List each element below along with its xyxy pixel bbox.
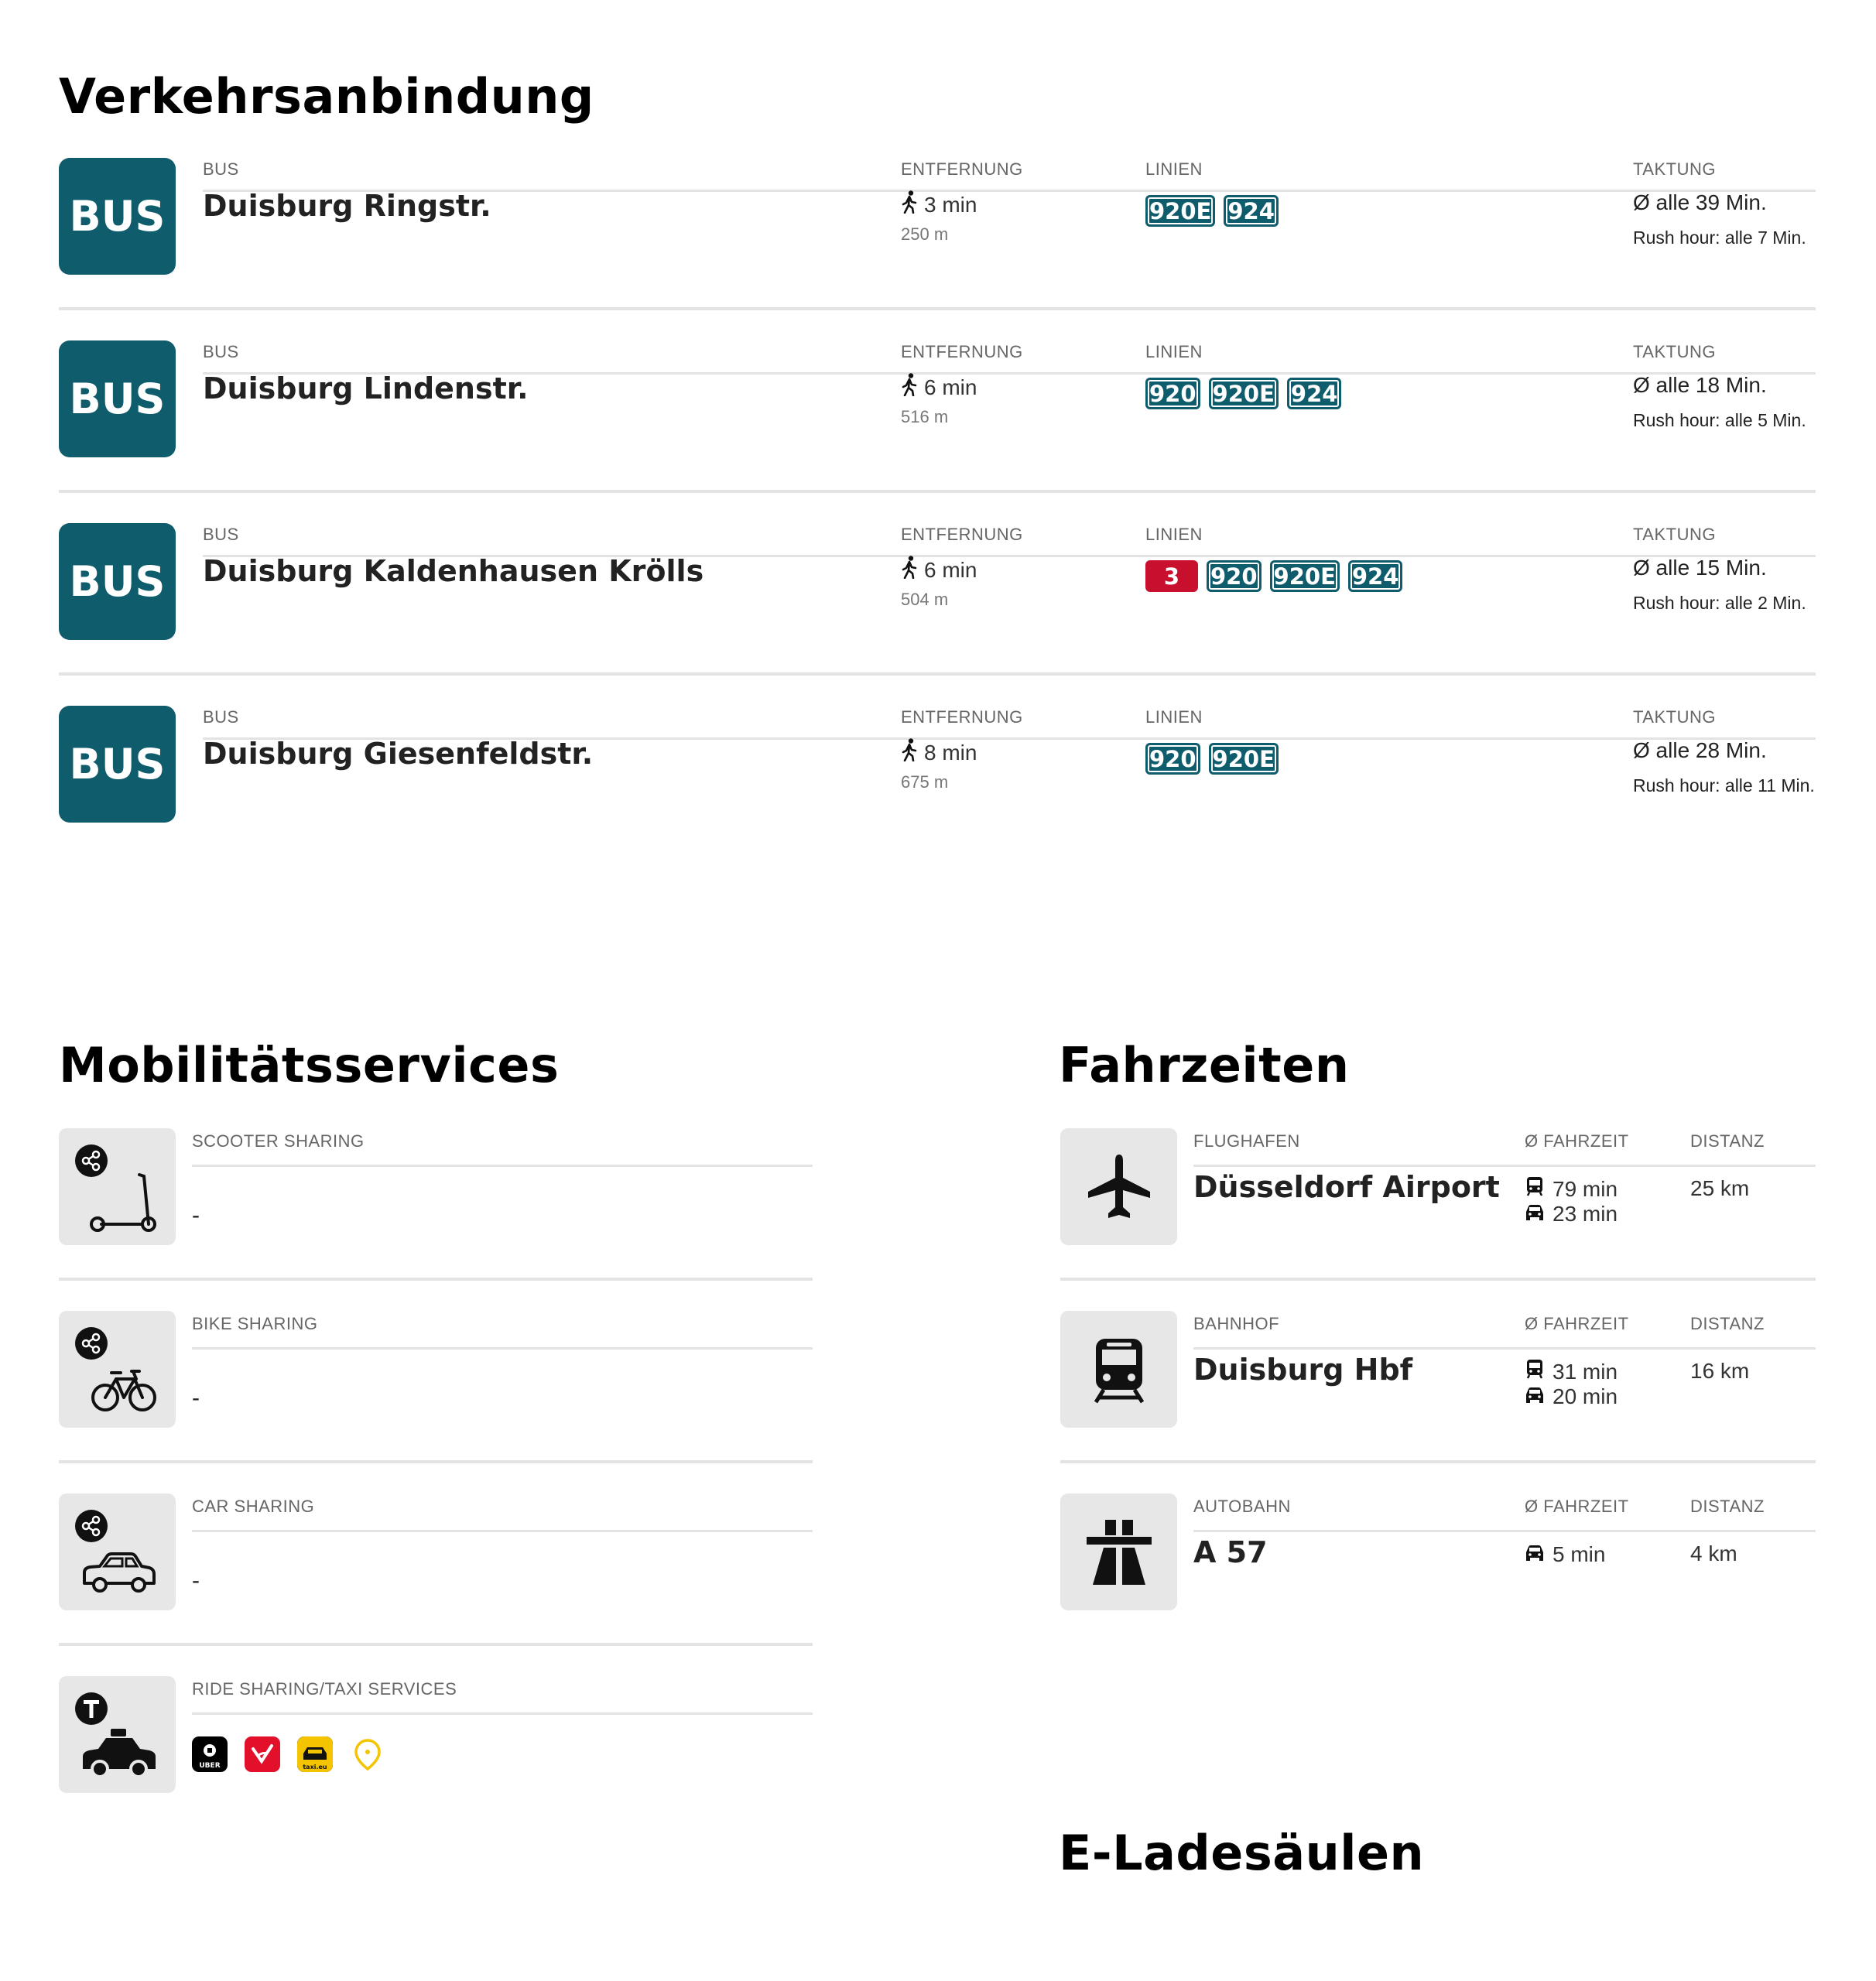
taxi-eu-app-icon[interactable] [297,1736,333,1772]
mobility-icon-box [59,1493,176,1610]
line-badge[interactable]: 924 [1287,378,1342,409]
rush-hour-frequency: Rush hour: alle 5 Min. [1633,410,1806,430]
lines-header: LINIEN [1145,159,1203,179]
charging-section-title: E-Ladesäulen [1059,1825,1425,1881]
transit-time [1525,1359,1618,1384]
car-time [1525,1201,1618,1227]
line-badge[interactable]: 920E [1145,195,1215,227]
stop-name: Duisburg Ringstr. [203,189,491,223]
transit-header [203,340,1816,375]
distance-header: ENTFERNUNG [901,525,1023,544]
bus-icon [1525,1359,1545,1384]
line-badge[interactable]: 924 [1224,195,1279,227]
mobility-icon-box [59,1128,176,1245]
distance-header: ENTFERNUNG [901,707,1023,727]
travel-row[interactable] [1060,1128,1816,1311]
row-divider [1060,1278,1816,1281]
walking-icon [901,556,918,584]
mobility-icon-box [59,1311,176,1428]
transit-row[interactable] [59,523,1816,706]
mobility-value: - [192,1385,200,1411]
walking-icon [901,190,918,219]
rush-hour-frequency: Rush hour: alle 11 Min. [1633,775,1815,795]
svg-text:UBER: UBER [199,1762,221,1770]
line-badge[interactable]: 920E [1209,378,1279,409]
car-time [1525,1541,1605,1567]
mobility-label: RIDE SHARING/TAXI SERVICES [192,1679,457,1699]
mobility-value: - [192,1203,200,1228]
travel-header [1193,1493,1816,1532]
car-time [1525,1384,1618,1409]
line-badge[interactable]: 3 [1145,560,1198,592]
highway-icon [1060,1493,1177,1610]
bus-icon: BUS [59,523,176,640]
transit-time-value: 31 min [1552,1359,1618,1384]
transit-type-label: BUS [203,342,239,361]
row-divider [59,1278,813,1281]
destination-distance: 16 km [1690,1359,1750,1383]
line-badges [1145,195,1279,227]
travel-time-header: Ø FAHRZEIT [1525,1131,1629,1151]
mobility-label: BIKE SHARING [192,1314,318,1333]
distance-header: ENTFERNUNG [901,342,1023,361]
line-badge[interactable]: 920E [1209,743,1279,775]
transit-time [1525,1176,1618,1202]
mobility-row [59,1676,813,1859]
rush-hour-frequency: Rush hour: alle 7 Min. [1633,228,1806,248]
car-icon [76,1532,161,1602]
average-frequency: Ø alle 39 Min. [1633,190,1767,214]
mobility-row [59,1311,813,1493]
row-divider [59,672,1816,676]
destination-distance: 25 km [1690,1176,1750,1200]
walking-icon [901,738,918,767]
mobility-label: SCOOTER SHARING [192,1131,365,1151]
walking-distance: 504 m [901,590,949,609]
walking-time [901,373,977,402]
travel-section-title: Fahrzeiten [1059,1037,1350,1093]
stop-name: Duisburg Giesenfeldstr. [203,737,594,771]
transit-row[interactable] [59,706,1816,888]
walking-time-value: 6 min [924,557,977,582]
transit-header [203,158,1816,192]
row-divider [59,490,1816,493]
frequency-header: TAKTUNG [1633,525,1716,544]
row-divider [59,1643,813,1646]
transit-header [203,523,1816,557]
row-divider [59,307,1816,310]
walking-distance: 516 m [901,407,949,426]
average-frequency: Ø alle 15 Min. [1633,556,1767,580]
car-time-value: 20 min [1552,1384,1618,1408]
line-badge[interactable]: 920 [1145,378,1200,409]
transit-time-value: 79 min [1552,1176,1618,1201]
transit-list [59,158,1816,888]
transit-row[interactable] [59,340,1816,523]
travel-row[interactable] [1060,1311,1816,1493]
bicycle-icon [88,1350,158,1419]
frequency-header: TAKTUNG [1633,342,1716,361]
walking-time [901,556,977,584]
travel-time-header: Ø FAHRZEIT [1525,1314,1629,1333]
rush-hour-frequency: Rush hour: alle 2 Min. [1633,593,1806,613]
destination-distance: 4 km [1690,1541,1737,1565]
travel-type-label: FLUGHAFEN [1193,1131,1300,1151]
travel-header [1193,1311,1816,1350]
travel-distance-header: DISTANZ [1690,1131,1765,1151]
bus-icon: BUS [59,158,176,275]
walking-icon [901,373,918,402]
walking-distance: 675 m [901,772,949,792]
taxi-apps [192,1736,385,1772]
mobility-header [192,1676,813,1715]
walking-time [901,190,977,219]
walking-time-value: 8 min [924,740,977,765]
distance-header: ENTFERNUNG [901,159,1023,179]
walking-time [901,738,977,767]
train-icon [1060,1311,1177,1428]
mobility-header [192,1311,813,1350]
walking-time-value: 6 min [924,375,977,399]
destination-name: A 57 [1193,1535,1268,1569]
line-badges [1145,560,1402,592]
transit-type-label: BUS [203,159,239,179]
walking-time-value: 3 min [924,192,977,217]
uber-app-icon[interactable] [192,1736,228,1772]
travel-type-label: BAHNHOF [1193,1314,1280,1333]
destination-name: Duisburg Hbf [1193,1353,1413,1387]
mobility-header [192,1493,813,1532]
car-icon [1525,1384,1545,1409]
line-badge[interactable]: 920 [1145,743,1200,775]
mobility-header [192,1128,813,1167]
travel-type-label: AUTOBAHN [1193,1497,1291,1516]
car-icon [1525,1201,1545,1227]
mobility-list [59,1128,813,1859]
row-divider [59,1460,813,1463]
travel-distance-header: DISTANZ [1690,1314,1765,1333]
line-badge[interactable]: 920 [1207,560,1262,592]
transit-section-title: Verkehrsanbindung [59,68,594,125]
bus-icon [1525,1176,1545,1202]
walking-distance: 250 m [901,224,949,244]
mobility-icon-box [59,1676,176,1793]
frequency-header: TAKTUNG [1633,159,1716,179]
bus-icon: BUS [59,340,176,457]
scooter-icon [88,1167,158,1237]
travel-time-header: Ø FAHRZEIT [1525,1497,1629,1516]
bus-icon: BUS [59,706,176,823]
stop-name: Duisburg Kaldenhausen Krölls [203,554,704,588]
yellow-pin-app-icon[interactable] [350,1736,385,1772]
red-taxi-app-icon[interactable] [245,1736,280,1772]
mobility-section-title: Mobilitätsservices [59,1037,560,1093]
mobility-label: CAR SHARING [192,1497,315,1516]
transit-row[interactable] [59,158,1816,340]
mobility-value: - [192,1568,200,1593]
transit-header [203,706,1816,740]
travel-distance-header: DISTANZ [1690,1497,1765,1516]
row-divider [1060,1460,1816,1463]
destination-name: Düsseldorf Airport [1193,1170,1500,1204]
travel-header [1193,1128,1816,1167]
average-frequency: Ø alle 18 Min. [1633,373,1767,397]
car-time-value: 23 min [1552,1201,1618,1226]
transit-type-label: BUS [203,525,239,544]
travel-list [1060,1128,1816,1676]
mobility-row [59,1493,813,1676]
lines-header: LINIEN [1145,525,1203,544]
line-badges [1145,378,1341,409]
lines-header: LINIEN [1145,707,1203,727]
stop-name: Duisburg Lindenstr. [203,371,529,405]
mobility-row [59,1128,813,1311]
line-badge[interactable]: 920E [1270,560,1340,592]
average-frequency: Ø alle 28 Min. [1633,738,1767,762]
car-icon [1525,1541,1545,1567]
taxi-icon [76,1715,161,1784]
car-time-value: 5 min [1552,1541,1606,1566]
transit-type-label: BUS [203,707,239,727]
line-badges [1145,743,1279,775]
svg-text:taxi.eu: taxi.eu [303,1764,327,1771]
line-badge[interactable]: 924 [1348,560,1403,592]
frequency-header: TAKTUNG [1633,707,1716,727]
airplane-icon [1060,1128,1177,1245]
lines-header: LINIEN [1145,342,1203,361]
travel-row[interactable] [1060,1493,1816,1676]
